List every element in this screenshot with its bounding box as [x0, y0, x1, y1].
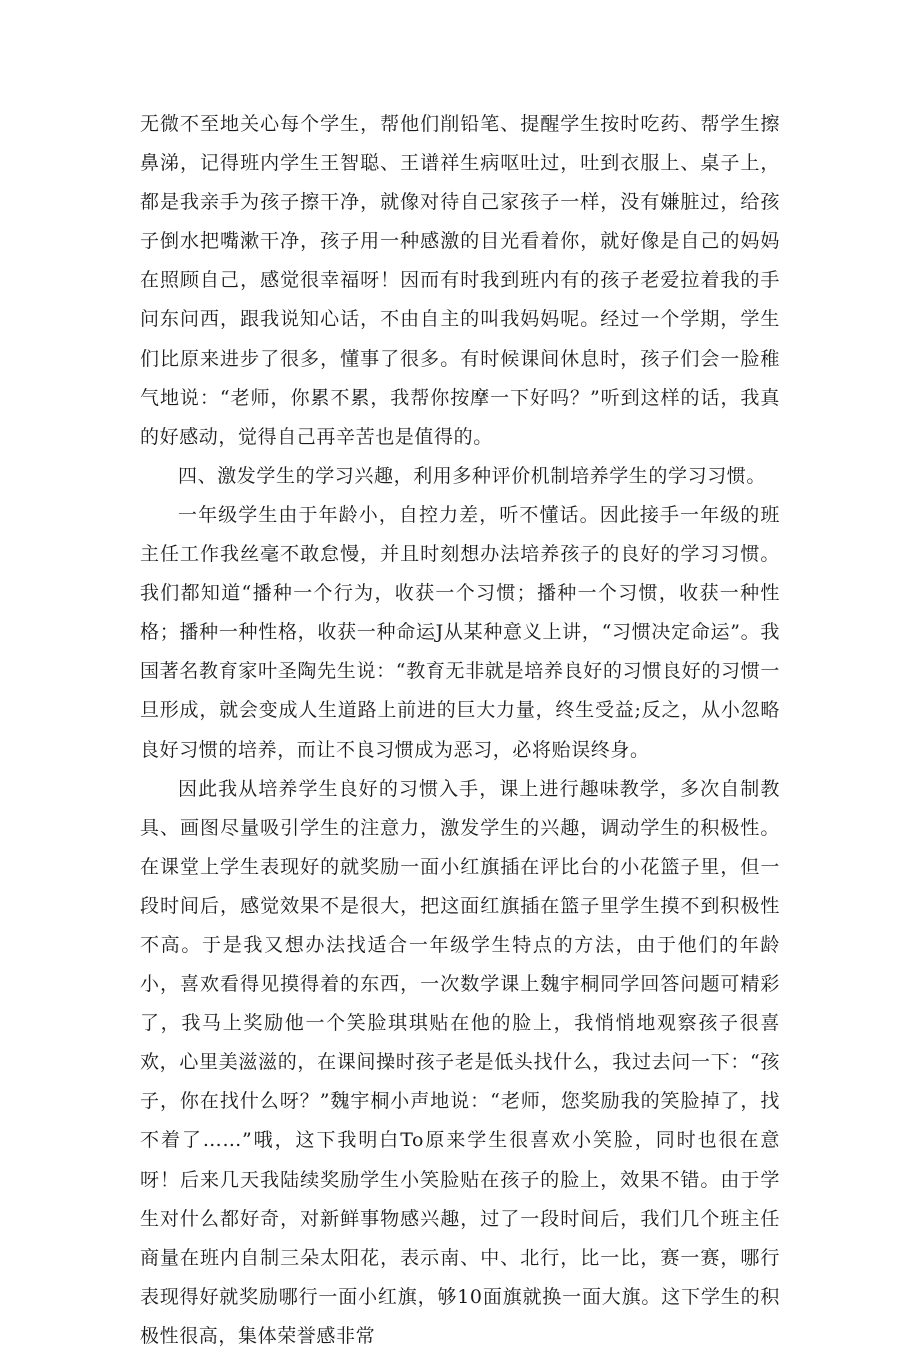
paragraph-reward-methods: 因此我从培养学生良好的习惯入手，课上进行趣味教学，多次自制教具、画图尽量吸引学生的注意力，激发学生的兴趣，调动学生的积极性。在课堂上学生表现好的就奖励一面小红旗插在评比台的小花篮子里，但一段时间后，感觉效果不是很大，把这面红旗插在篮子里学生摸不到积极性不高。于是我又想办法找适合一年级学生特点的方法，由于他们的年龄小，喜欢看得见摸得着的东西，一次数学课上魏宇桐同学回答问题可精彩了，我马上奖励他一个笑脸琪琪贴在他的脸上，我悄悄地观察孩子很喜欢，心里美滋滋的，在课间操时孩子老是低头找什么，我过去问一下：“孩子，你在找什么呀？”魏宇桐小声地说：“老师，您奖励我的笑脸掉了，找不着了……”哦，这下我明白To原来学生很喜欢小笑脸，同时也很在意呀！后来几天我陆续奖励学生小笑脸贴在孩子的脸上，效果不错。由于学生对什么都好奇，对新鲜事物感兴趣，过了一段时间后，我们几个班主任商量在班内自制三朵太阳花，表示南、中、北行，比一比，赛一赛，哪行表现得好就奖励哪行一面小红旗，够10面旗就换一面大旗。这下学生的积极性很高，集体荣誉感非常 [140, 777, 780, 1347]
section-heading-four: 四、激发学生的学习兴趣，利用多种评价机制培养学生的学习习惯。 [178, 464, 767, 487]
paragraph-care-for-students: 无微不至地关心每个学生，帮他们削铅笔、提醒学生按时吃药、帮学生擦鼻涕，记得班内学生王智聪、王谱祥生病呕吐过，吐到衣服上、桌子上，都是我亲手为孩子擦干净，就像对待自己家孩子一样，没有嫌脏过，给孩子倒水把嘴漱干净，孩子用一种感激的目光看着你，就好像是自己的妈妈在照顾自己，感觉很幸福呀！因而有时我到班内有的孩子老爱拉着我的手问东问西，跟我说知心话，不由自主的叫我妈妈呢。经过一个学期，学生们比原来进步了很多，懂事了很多。有时候课间休息时，孩子们会一脸稚气地说：“老师，你累不累，我帮你按摩一下好吗？”听到这样的话，我真的好感动，觉得自己再辛苦也是值得的。 [140, 113, 780, 448]
paragraph-habit-importance: 一年级学生由于年龄小，自控力差，听不懂话。因此接手一年级的班主任工作我丝毫不敢怠慢，并且时刻想办法培养孩子的良好的学习习惯。我们都知道“播种一个行为，收获一个习惯；播种一个习惯，收获一种性格；播种一种性格，收获一种命运J从某种意义上讲，“习惯决定命运”。我国著名教育家叶圣陶先生说：“教育无非就是培养良好的习惯良好的习惯一旦形成，就会变成人生道路上前进的巨大力量，终生受益;反之，从小忽略良好习惯的培养，而让不良习惯成为恶习，必将贻误终身。 [140, 503, 780, 761]
document-body [140, 105, 780, 1356]
